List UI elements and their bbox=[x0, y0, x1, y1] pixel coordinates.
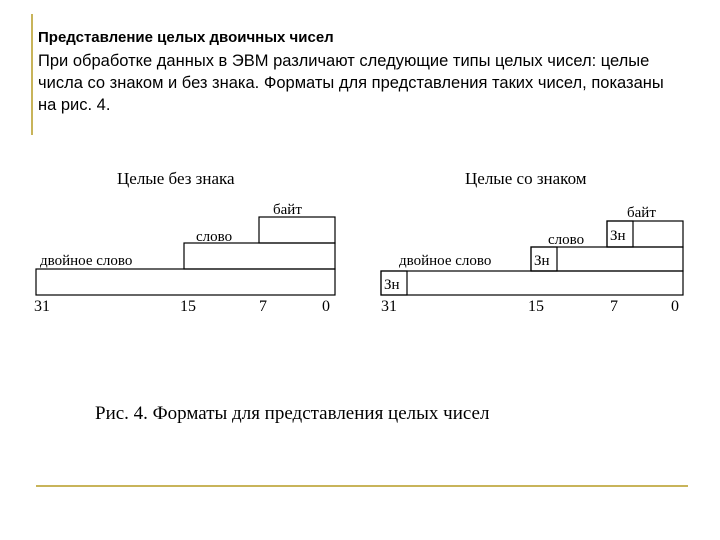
signed-title: Целые со знаком bbox=[465, 169, 587, 188]
unsigned-dword-label: двойное слово bbox=[40, 253, 133, 269]
unsigned-bit-7: 7 bbox=[259, 298, 267, 315]
signed-word-box bbox=[531, 247, 683, 271]
signed-bit-15: 15 bbox=[528, 298, 544, 315]
signed-dword-label: двойное слово bbox=[399, 253, 492, 269]
slide-body-text: При обработке данных в ЭВМ различают следующие типы целых чисел: целые числа со знаком и без знака. Форматы для представления таких чисел, показаны на рис. 4. bbox=[38, 52, 664, 114]
unsigned-dword-box bbox=[36, 269, 335, 295]
signed-dword-box bbox=[381, 271, 683, 295]
unsigned-formats bbox=[34, 169, 335, 315]
unsigned-bit-31: 31 bbox=[34, 298, 50, 315]
slide-heading: Представление целых двоичных чисел bbox=[38, 29, 334, 46]
unsigned-title: Целые без знака bbox=[117, 169, 235, 188]
signed-word-sign-label: Зн bbox=[534, 253, 550, 269]
decorative-bottom-line bbox=[36, 485, 688, 487]
signed-dword-sign-label: Зн bbox=[384, 277, 400, 293]
unsigned-byte-label: байт bbox=[273, 202, 302, 218]
unsigned-word-box bbox=[184, 243, 335, 269]
unsigned-bit-0: 0 bbox=[322, 298, 330, 315]
figure-caption: Рис. 4. Форматы для представления целых чисел bbox=[95, 403, 490, 424]
unsigned-bit-15: 15 bbox=[180, 298, 196, 315]
signed-word-label: слово bbox=[548, 232, 585, 248]
signed-formats bbox=[381, 169, 683, 315]
unsigned-byte-box bbox=[259, 217, 335, 243]
signed-byte-sign-label: Зн bbox=[610, 228, 626, 244]
signed-bit-0: 0 bbox=[671, 298, 679, 315]
signed-bit-7: 7 bbox=[610, 298, 618, 315]
signed-bit-31: 31 bbox=[381, 298, 397, 315]
signed-byte-label: байт bbox=[627, 205, 656, 221]
unsigned-word-label: слово bbox=[196, 229, 233, 245]
